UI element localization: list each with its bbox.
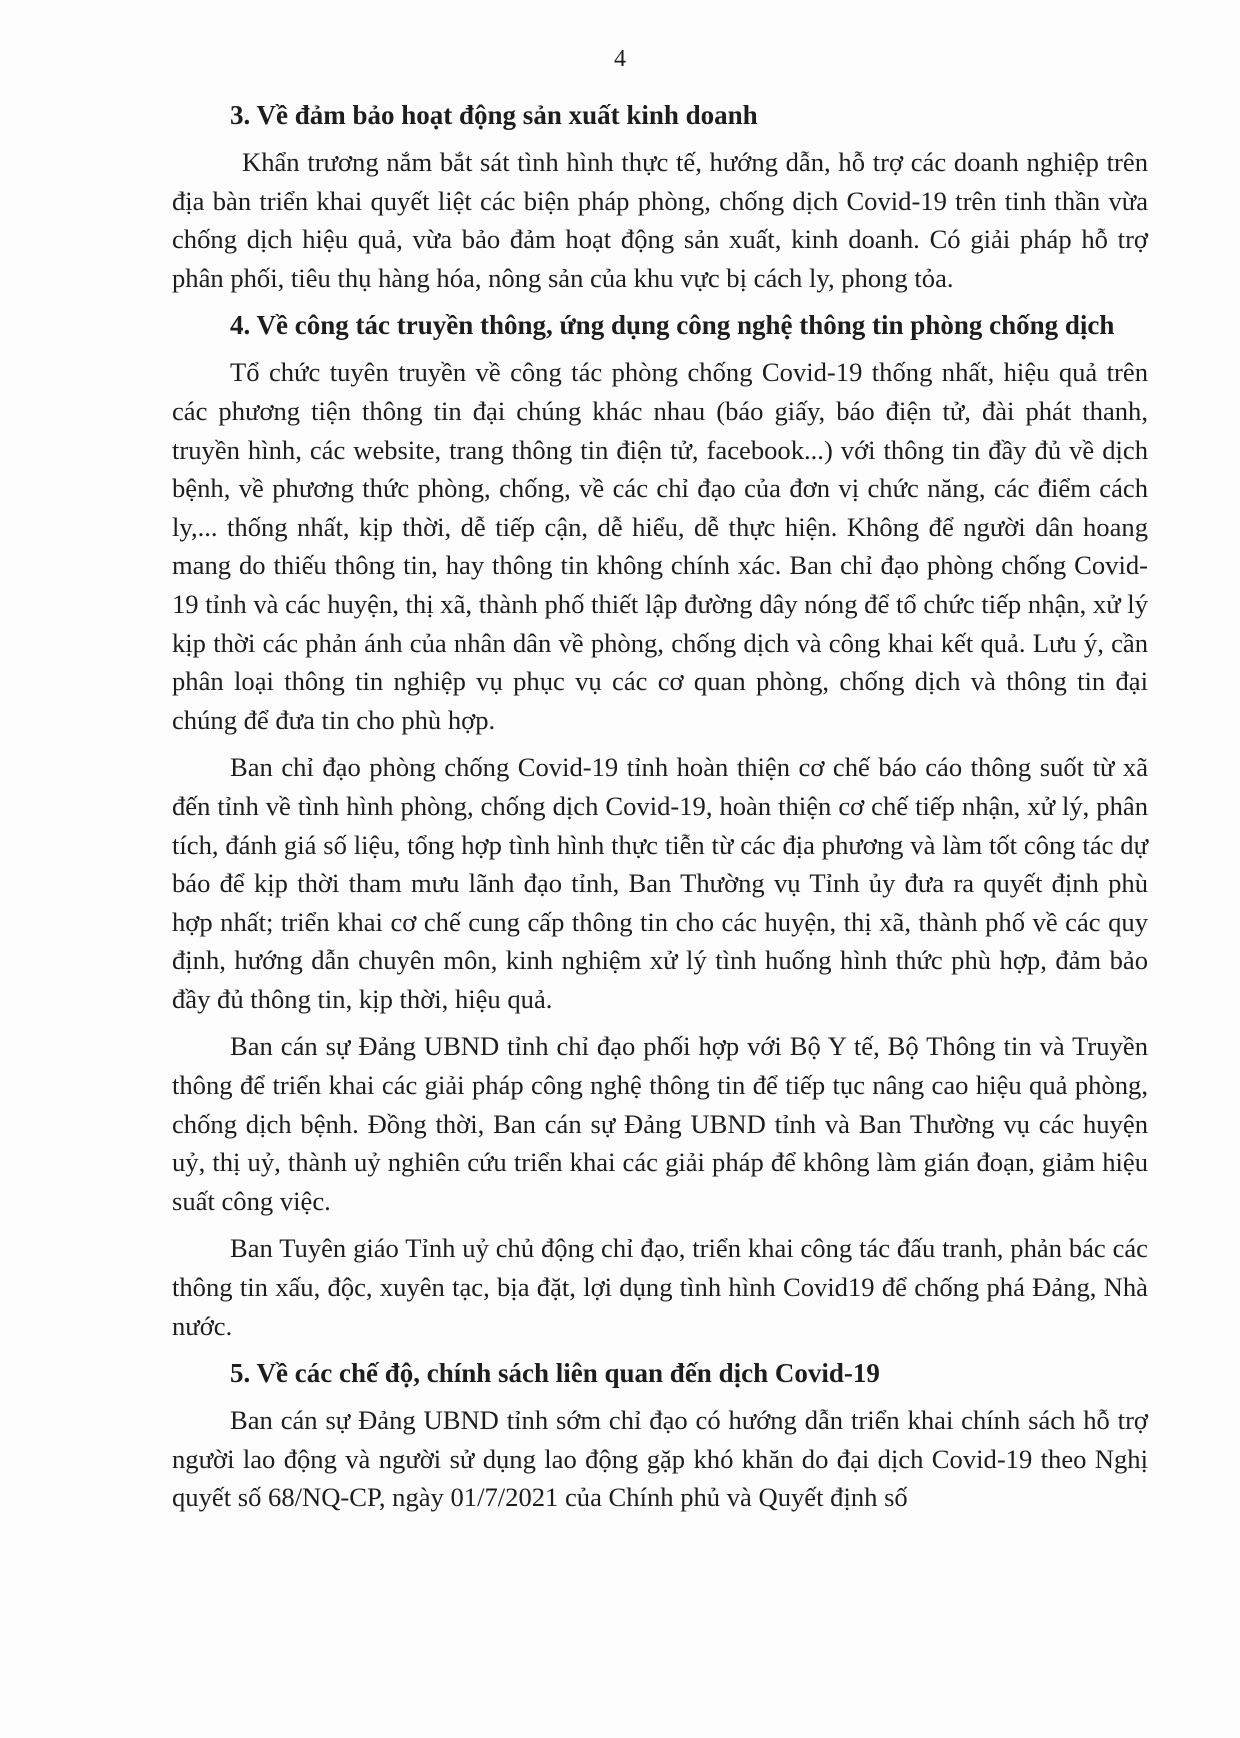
paragraph: Khẩn trương nắm bắt sát tình hình thực tế, hướng dẫn, hỗ trợ các doanh nghiệp trên địa bàn triển khai quyết liệt các biện pháp phòng, chống dịch Covid-19 trên tinh thần vừa chống dịch hiệu quả, vừa bảo đảm hoạt động sản xuất, kinh doanh. Có giải pháp hỗ trợ phân phối, tiêu thụ hàng hóa, nông sản của khu vực bị cách ly, phong tỏa. [172, 147, 1148, 293]
section-heading: 3. Về đảm bảo hoạt động sản xuất kinh doanh [230, 100, 758, 130]
paragraph: Ban chỉ đạo phòng chống Covid-19 tỉnh hoàn thiện cơ chế báo cáo thông suốt từ xã đến tỉnh về tình hình phòng, chống dịch Covid-19, hoàn thiện cơ chế tiếp nhận, xử lý, phân tích, đánh giá số liệu, tổng hợp tình hình thực tiễn từ các địa phương và làm tốt công tác dự báo để kịp thời tham mưu lãnh đạo tỉnh, Ban Thường vụ Tỉnh ủy đưa ra quyết định phù hợp nhất; triển khai cơ chế cung cấp thông tin cho các huyện, thị xã, thành phố về các quy định, hướng dẫn chuyên môn, kinh nghiệm xử lý tình huống hình thức phù hợp, đảm bảo đầy đủ thông tin, kịp thời, hiệu quả. [172, 752, 1148, 1014]
section-heading: 5. Về các chế độ, chính sách liên quan đến dịch Covid-19 [230, 1358, 880, 1389]
paragraph: Ban Tuyên giáo Tỉnh uỷ chủ động chỉ đạo, triển khai công tác đấu tranh, phản bác các thông tin xấu, độc, xuyên tạc, bịa đặt, lợi dụng tình hình Covid19 để chống phá Đảng, Nhà nước. [172, 1233, 1148, 1341]
document-body [172, 96, 1148, 1526]
paragraph: Ban cán sự Đảng UBND tỉnh sớm chỉ đạo có hướng dẫn triển khai chính sách hỗ trợ người lao động và người sử dụng lao động gặp khó khăn do đại dịch Covid-19 theo Nghị quyết số 68/NQ-CP, ngày 01/7/2021 của Chính phủ và Quyết định số [172, 1405, 1148, 1513]
paragraph: Ban cán sự Đảng UBND tỉnh chỉ đạo phối hợp với Bộ Y tế, Bộ Thông tin và Truyền thông để triển khai các giải pháp công nghệ thông tin để tiếp tục nâng cao hiệu quả phòng, chống dịch bệnh. Đồng thời, Ban cán sự Đảng UBND tỉnh và Ban Thường vụ các huyện uỷ, thị uỷ, thành uỷ nghiên cứu triển khai các giải pháp để không làm gián đoạn, giảm hiệu suất công việc. [172, 1031, 1148, 1216]
paragraph: Tổ chức tuyên truyền về công tác phòng chống Covid-19 thống nhất, hiệu quả trên các phương tiện thông tin đại chúng khác nhau (báo giấy, báo điện tử, đài phát thanh, truyền hình, các website, trang thông tin điện tử, facebook...) với thông tin đầy đủ về dịch bệnh, về phương thức phòng, chống, về các chỉ đạo của đơn vị chức năng, các điểm cách ly,... thống nhất, kịp thời, dễ tiếp cận, dễ hiểu, dễ thực hiện. Không để người dân hoang mang do thiếu thông tin, hay thông tin không chính xác. Ban chỉ đạo phòng chống Covid-19 tỉnh và các huyện, thị xã, thành phố thiết lập đường dây nóng để tổ chức tiếp nhận, xử lý kịp thời các phản ánh của nhân dân về phòng, chống dịch và công khai kết quả. Lưu ý, cần phân loại thông tin nghiệp vụ phục vụ các cơ quan phòng, chống dịch và thông tin đại chúng để đưa tin cho phù hợp. [172, 357, 1148, 735]
section-heading: 4. Về công tác truyền thông, ứng dụng công nghệ thông tin phòng chống dịch [230, 310, 1115, 341]
page-number: 4 [614, 46, 626, 72]
